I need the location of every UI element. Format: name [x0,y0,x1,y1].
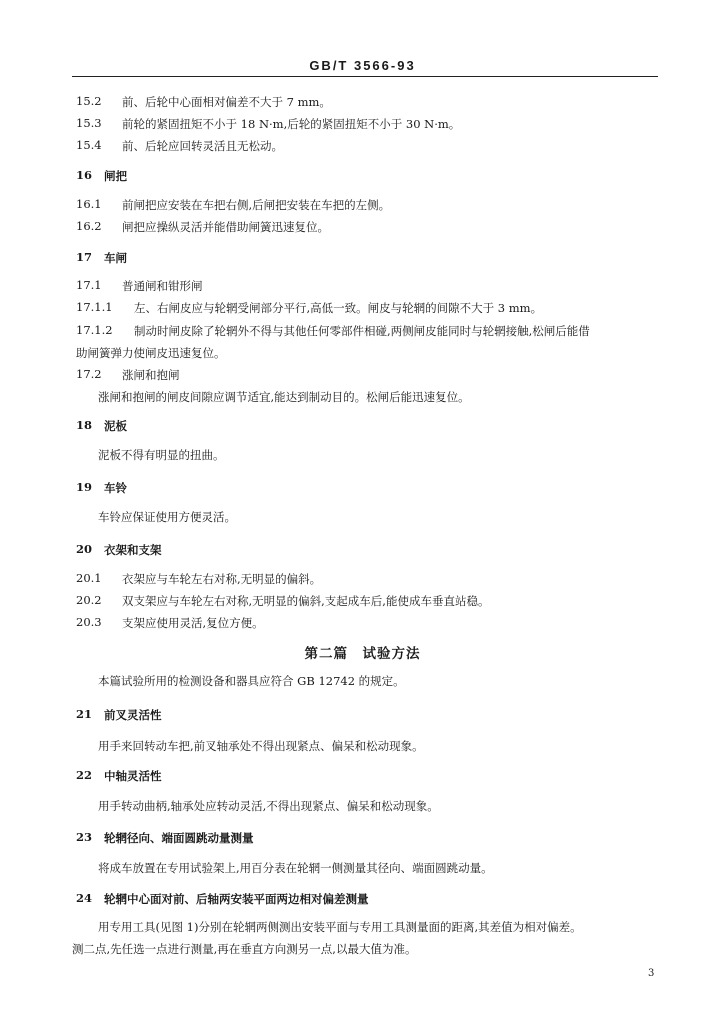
clause-paragraph: 涨闸和抱闸的闸皮间隙应调节适宜,能达到制动目的。松闸后能迅速复位。 [98,390,470,404]
clause-number: 15.2 [76,94,102,108]
clause-number: 20.1 [76,571,102,585]
clause-number: 17.1.1 [76,300,113,314]
clause-text: 左、右闸皮应与轮辋受闸部分平行,高低一致。闸皮与轮辋的间隙不大于 3 mm。 [134,301,543,315]
clause-text: 前、后轮中心面相对偏差不大于 7 mm。 [122,95,331,109]
section-heading: 泥板 [104,419,127,433]
part-title: 第二篇 试验方法 [304,646,421,662]
clause-text: 双支架应与车轮左右对称,无明显的偏斜,支起成车后,能使成车垂直站稳。 [122,594,490,608]
section-number: 23 [76,830,93,844]
section-number: 22 [76,768,93,782]
clause-paragraph: 泥板不得有明显的扭曲。 [98,448,225,462]
section-number: 24 [76,891,93,905]
clause-number: 16.2 [76,219,102,233]
section-heading: 轮辋中心面对前、后轴两安装平面两边相对偏差测量 [104,892,369,906]
clause-number: 20.3 [76,615,102,629]
section-heading: 轮辋径向、端面圆跳动量测量 [104,831,254,845]
clause-text: 支架应使用灵活,复位方便。 [122,616,264,630]
section-number: 16 [76,168,93,182]
clause-paragraph: 将成车放置在专用试验架上,用百分表在轮辋一侧测量其径向、端面圆跳动量。 [98,861,493,875]
clause-text-continuation: 测二点,先任选一点进行测量,再在垂直方向测另一点,以最大值为准。 [72,942,417,956]
page-number: 3 [648,968,655,979]
clause-text: 前、后轮应回转灵活且无松动。 [122,139,283,153]
section-heading: 衣架和支架 [104,543,162,557]
section-number: 21 [76,707,93,721]
clause-paragraph: 车铃应保证使用方便灵活。 [98,510,236,524]
clause-number: 17.1 [76,278,102,292]
clause-text: 制动时闸皮除了轮辋外不得与其他任何零部件相碰,两侧闸皮能同时与轮辋接触,松闸后能借 [134,324,590,338]
clause-text: 前轮的紧固扭矩不小于 18 N·m,后轮的紧固扭矩不小于 30 N·m。 [122,117,461,131]
clause-text: 普通闸和钳形闸 [122,279,203,293]
clause-number: 15.4 [76,138,102,152]
clause-text: 涨闸和抱闸 [122,368,180,382]
clause-paragraph: 用手来回转动车把,前叉轴承处不得出现紧点、偏呆和松动现象。 [98,739,424,753]
section-number: 18 [76,418,93,432]
section-heading: 前叉灵活性 [104,708,162,722]
clause-text: 前闸把应安装在车把右侧,后闸把安装在车把的左侧。 [122,198,391,212]
clause-number: 16.1 [76,197,102,211]
clause-number: 20.2 [76,593,102,607]
section-number: 19 [76,480,93,494]
header-rule [72,76,658,77]
section-number: 17 [76,250,93,264]
section-number: 20 [76,542,93,556]
clause-paragraph: 用手转动曲柄,轴承处应转动灵活,不得出现紧点、偏呆和松动现象。 [98,799,439,813]
section-heading: 车闸 [104,251,127,265]
clause-text: 衣架应与车轮左右对称,无明显的偏斜。 [122,572,322,586]
clause-text-continuation: 助闸簧弹力使闸皮迅速复位。 [76,346,226,360]
document-header: GB/T 3566-93 [309,58,416,73]
clause-number: 15.3 [76,116,102,130]
intro-paragraph: 本篇试验所用的检测设备和器具应符合 GB 12742 的规定。 [98,674,405,688]
clause-text: 闸把应操纵灵活并能借助闸簧迅速复位。 [122,220,329,234]
clause-number: 17.2 [76,367,102,381]
clause-paragraph: 用专用工具(见图 1)分别在轮辋两侧测出安装平面与专用工具测量面的距离,其差值为相对偏差。 [98,920,582,934]
clause-number: 17.1.2 [76,323,113,337]
section-heading: 闸把 [104,169,127,183]
section-heading: 中轴灵活性 [104,769,162,783]
section-heading: 车铃 [104,481,127,495]
